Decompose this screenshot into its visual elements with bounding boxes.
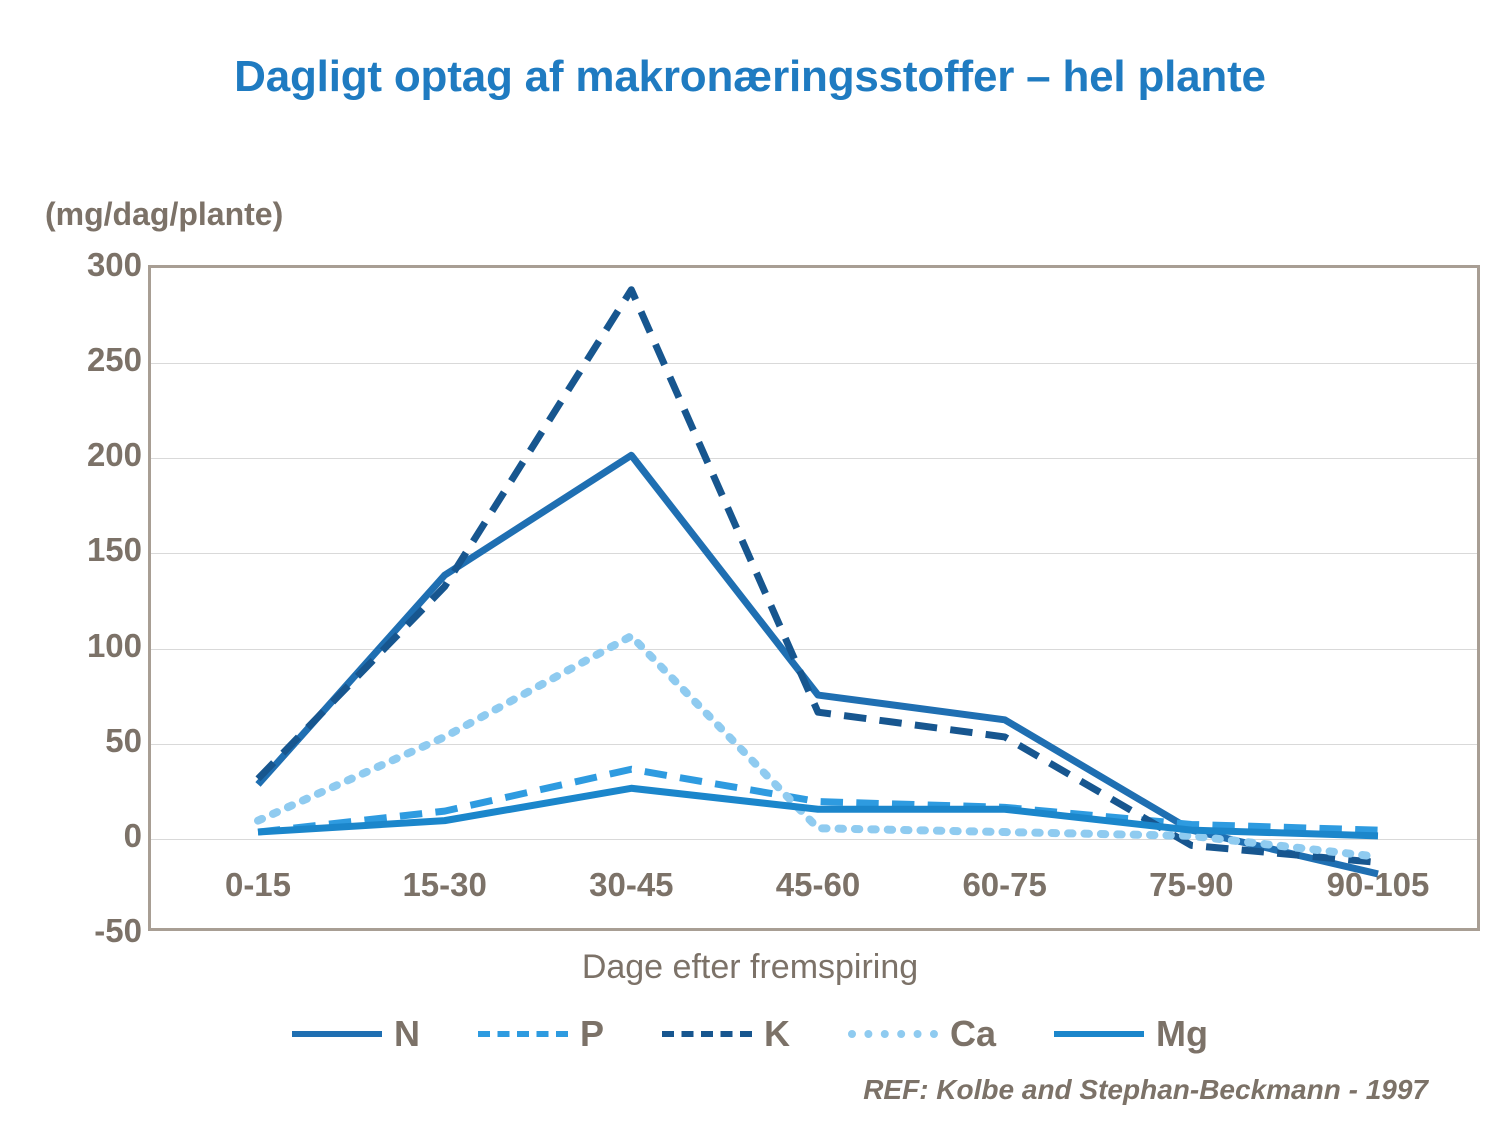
x-tick-label: 90-105 (1326, 866, 1430, 903)
legend-item-p[interactable] (478, 1013, 604, 1055)
y-tick-label: -50 (94, 912, 142, 949)
x-tick-label: 75-90 (1149, 866, 1234, 903)
legend-item-ca[interactable] (848, 1013, 996, 1055)
gridline (151, 458, 1477, 459)
y-axis-unit-label: (mg/dag/plante) (45, 196, 284, 232)
legend-swatch-k (662, 1031, 752, 1037)
gridline (151, 553, 1477, 554)
legend-label: Mg (1156, 1013, 1209, 1054)
legend-item-mg[interactable] (1054, 1013, 1208, 1055)
legend-swatch-ca (848, 1030, 938, 1038)
chart-title: Dagligt optag af makronæringsstoffer – hel plante (234, 52, 1266, 101)
y-tick-label: 150 (86, 531, 142, 569)
gridline (151, 744, 1477, 745)
gridline (151, 363, 1477, 364)
legend-item-k[interactable] (662, 1013, 790, 1055)
x-tick-label: 0-15 (224, 866, 292, 903)
chart-legend (0, 1013, 1500, 1055)
plot-area (148, 265, 1480, 931)
x-tick-label: 15-30 (402, 866, 487, 903)
legend-label: K (764, 1013, 790, 1054)
gridline (151, 649, 1477, 650)
legend-label: N (393, 1013, 420, 1054)
gridline (151, 839, 1477, 840)
y-tick-label: 0 (123, 816, 142, 854)
reference-note: REF: Kolbe and Stephan-Beckmann - 1997 (863, 1074, 1428, 1105)
y-tick-label: 200 (86, 436, 142, 474)
y-tick-label: 50 (105, 721, 142, 759)
x-tick-label: 60-75 (962, 866, 1047, 903)
y-tick-label: 100 (86, 626, 142, 664)
legend-item-n[interactable] (292, 1013, 420, 1055)
x-tick-label: 30-45 (589, 866, 674, 903)
legend-swatch-p (478, 1031, 568, 1037)
x-axis-title: Dage efter fremspiring (581, 948, 919, 986)
legend-label: P (579, 1013, 604, 1054)
y-tick-label: 250 (86, 341, 142, 379)
legend-swatch-n (292, 1031, 382, 1037)
y-tick-label: 300 (86, 246, 142, 283)
legend-swatch-mg (1054, 1031, 1144, 1037)
x-tick-label: 45-60 (775, 866, 861, 903)
legend-label: Ca (950, 1013, 997, 1054)
